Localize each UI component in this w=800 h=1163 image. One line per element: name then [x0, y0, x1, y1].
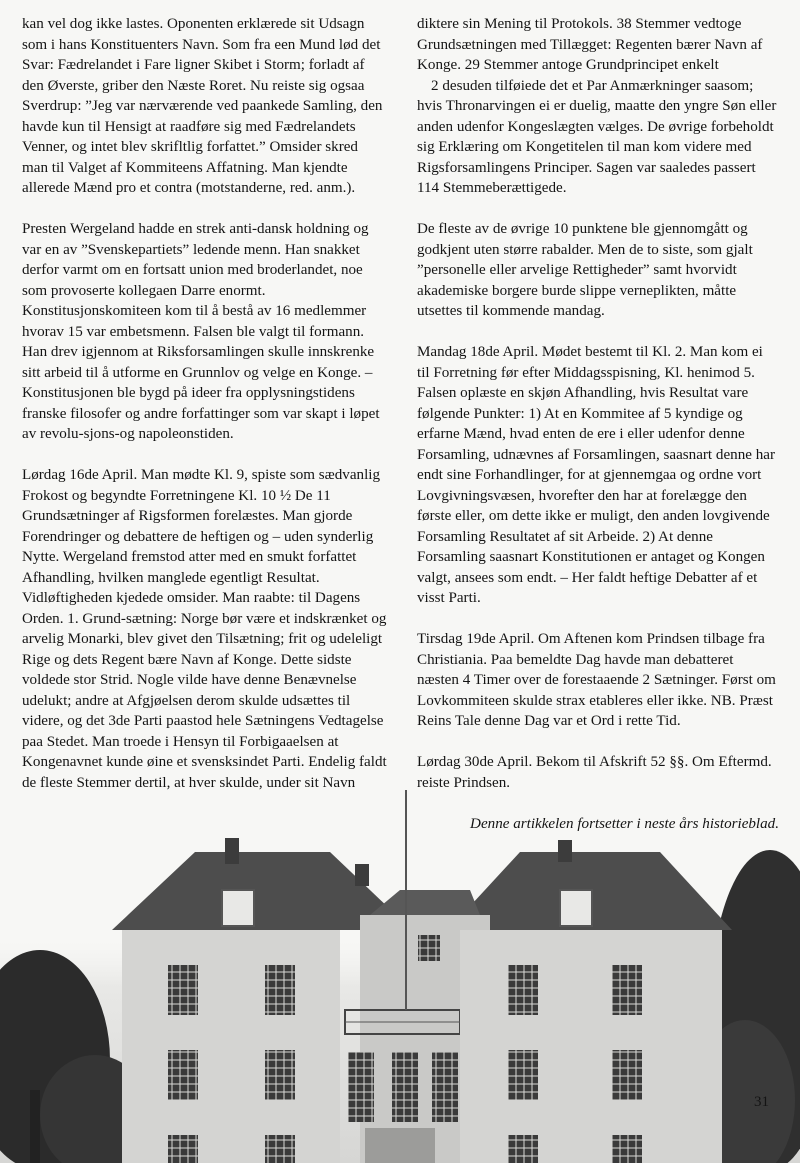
- left-paragraph: Lørdag 16de April. Man mødte Kl. 9, spiste som sædvanlig Frokost og begyndte Forretningene Kl. 10 ½ De 11 Grundsætninger af Rigsformen forelæstes. Man gjorde Forendringer og debattere de heftigen og – uden synderlig Nytte. Wergeland fremstod atter med en smukt forfattet Afhandling, hvilken manglede egentligt Resultat. Vidløftigheden kjedede omsider. Man raabte: til Dagens Orden. 1. Grund-sætning: Norge bør være et indskrænket og arvelig Monarki, blev givet den Tilsætning; frit og udeleligt Rige og dets Regent bære Navn af Konge. Dette sidste voldede stor Strid. Nogle vilde have denne Benævnelse udelukt; andre at Afgjøelsen derom skulde udsættes til videre, og det 3de Parti paastod hele Sætningens Vedtagelse paa Stedet. Man troede i Hensyn til Forbigaaelsen at Kongenavnet kunde øine et svensksindet Parti. Endelig faldt de fleste Stemmer dertil, at hver skulde, under sit Navn: [22, 467, 387, 791]
- right-paragraph: De fleste av de øvrige 10 punktene ble gjennomgått og godkjent uten større rabalder. Men de to siste, som gjalt ”personelle eller arvelige Rettigheder” samt hvorvidt akademiske borgere burde slippe verneplikten, måtte utsettes til kommende mandag.: [417, 221, 753, 319]
- right-paragraph: diktere sin Mening til Protokols. 38 Stemmer vedtoge Grundsætningen med Tillægget: Regenten bærer Navn af Konge. 29 Stemmer antoge Grundprincipet enkelt: [417, 16, 763, 73]
- left-wing: [122, 930, 340, 1163]
- right-wing: [460, 930, 722, 1163]
- left-column: [22, 14, 387, 793]
- page-number: 31: [754, 1094, 769, 1110]
- left-paragraph: kan vel dog ikke lastes. Oponenten erklærede sit Udsagn som i hans Konstituenters Navn. Som fra een Mund lød det Svar: Fædrelandet i Fare ligner Skibet i Storm; forladt af den Øverste, griber den Næste Roret. Nu reiste sig ogsaa Sverdrup: ”Jeg var nærværende ved paankede Samling, den havde kun til Hensigt at raadføre sig med Fædrelandets Venner, og intet blev skrifltlig forfattet.” Omsider skred man til Valget af Kommiteens Affatning. Man kjendte allerede Mænd pro et contra (motstanderne, red. anm.).: [22, 16, 383, 196]
- right-paragraph: Mandag 18de April. Mødet bestemt til Kl. 2. Man kom ei til Forretning før efter Middagsspisning, Kl. henimod 5. Falsen oplæste en skjøn Afhandling, hvis Resultat vare følgende Punkter: 1) At en Kommitee af 5 kyndige og erfarne Mænd, hvad enten de ere i eller udenfor denne Forsamling, udnævnes af Forsamlingen, saasnart denne har endt sine Forhandlinger, for at gjennemgaa og ordne vort Lovgivningsvæsen, hvorefter den har at forelægge den første eller, om dette ikke er muligt, den anden lovgivende Forsamling Resultatet af sit Arbeide. 2) At denne Forsamling saasnart Konstitutionen er antaget og Kongen valgt, ansees som endt. – Her faldt heftige Debatter af et visst Parti.: [417, 344, 775, 606]
- right-column: [417, 14, 779, 834]
- left-paragraph: Presten Wergeland hadde en strek anti-dansk holdning og var en av ”Svenskepartiets” ledende menn. Han snakket derfor varmt om en fortsatt union med broderlandet, noe som provoserte kollegaen Darre enormt. Konstitusjonskomiteen kom til å bestå av 16 medlemmer hvorav 15 var embetsmenn. Falsen ble valgt til formann. Han drev igjennom at Riksforsamlingen skulle innskrenke sitt arbeid til å utforme en Grunnlov og velge en Konge. – Konstitusjonen ble bygd på ideer fra opplysningstidens franske filosofer og andre forfattinger som var skapt i løpet av revolu-sjons-og napoleonstiden.: [22, 221, 380, 442]
- right-paragraph: Lørdag 30de April. Bekom til Afskrift 52 §§. Om Eftermd. reiste Prindsen.: [417, 754, 772, 791]
- right-paragraph: Tirsdag 19de April. Om Aftenen kom Prindsen tilbage fra Christiania. Paa bemeldte Dag havde man debatteret næsten 4 Timer over de forestaaende 2 Sætninger. Først om Lovkommiteen skulde strax etableres eller ikke. NB. Præst Reins Tale denne Dag var et Ord i rette Tid.: [417, 631, 776, 729]
- continuation-note: Denne artikkelen fortsetter i neste års historieblad.: [470, 815, 779, 832]
- right-paragraph: 2 desuden tilføiede det et Par Anmærkninger saasom; hvis Thronarvingen ei er duelig, maatte den yngre Søn eller anden udenfor Kongeslægten vælges. De øvrige forbeholdt sig Erklæring om Kongetitelen til man kom videre med Rigsforsamlingens Principer. Sagen var saaledes passert 114 Stemmeberættigede.: [417, 77, 777, 196]
